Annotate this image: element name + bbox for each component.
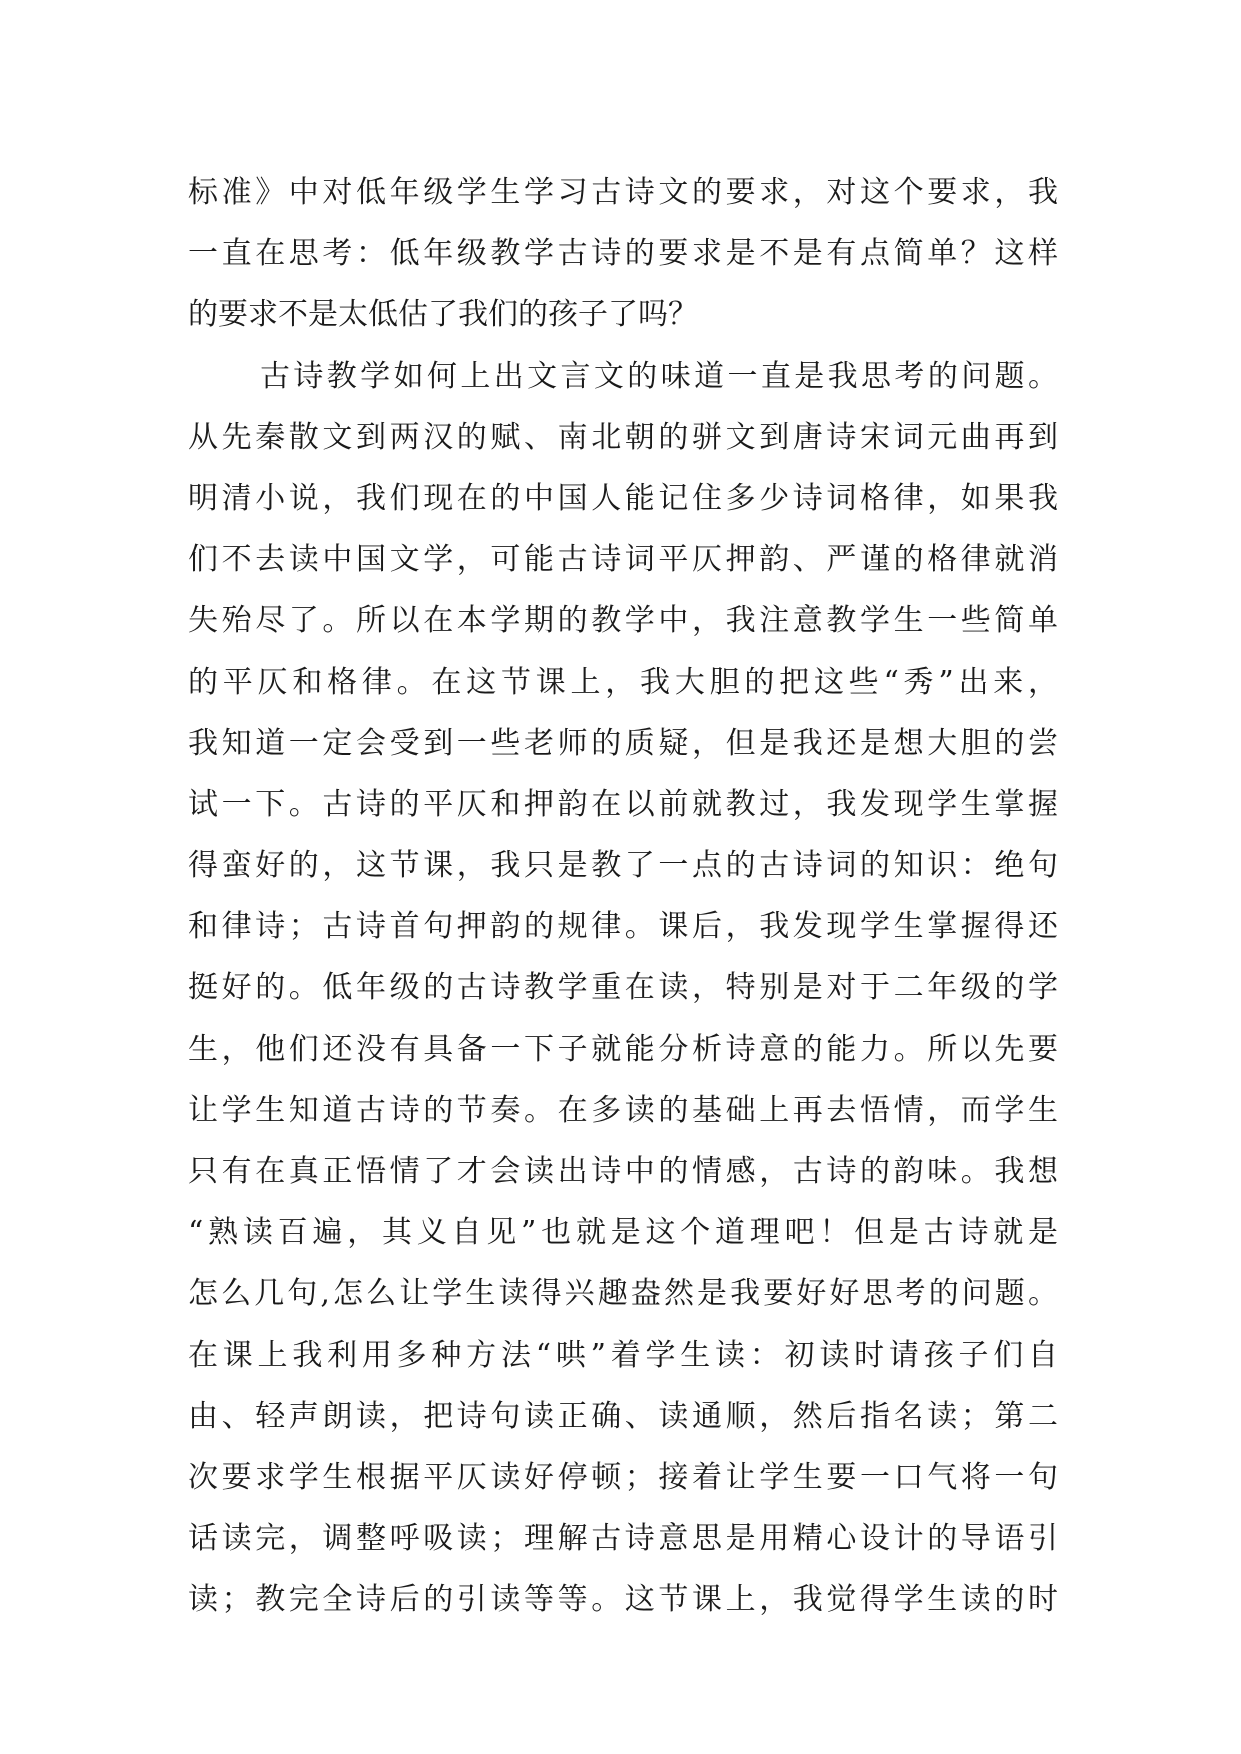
paragraph-first-line: 古诗教学如何上出文言文的味道一直是我思考的问题。 — [260, 358, 1058, 394]
text-line: 从先秦散文到两汉的赋、南北朝的骈文到唐诗宋词元曲再到 — [188, 419, 1058, 455]
text-line: 和律诗；古诗首句押韵的规律。课后，我发现学生掌握得还 — [188, 909, 1058, 945]
text-line: 挺好的。低年级的古诗教学重在读，特别是对于二年级的学 — [188, 970, 1058, 1006]
text-line: 明清小说，我们现在的中国人能记住多少诗词格律，如果我 — [188, 480, 1058, 516]
text-line: 我知道一定会受到一些老师的质疑，但是我还是想大胆的尝 — [188, 725, 1058, 761]
text-line: 得蛮好的，这节课，我只是教了一点的古诗词的知识：绝句 — [188, 848, 1058, 884]
text-line: 们不去读中国文学，可能古诗词平仄押韵、严谨的格律就消 — [188, 542, 1058, 578]
body-text — [188, 162, 1058, 1631]
text-line: 只有在真正悟情了才会读出诗中的情感，古诗的韵味。我想 — [188, 1154, 1058, 1189]
text-line: 次要求学生根据平仄读好停顿；接着让学生要一口气将一句 — [188, 1459, 1058, 1495]
text-line: 的要求不是太低估了我们的孩子了吗？ — [188, 297, 698, 333]
text-line: 话读完，调整呼吸读；理解古诗意思是用精心设计的导语引 — [188, 1521, 1058, 1557]
text-line: 标准》中对低年级学生学习古诗文的要求，对这个要求，我 — [188, 175, 1058, 210]
text-line: “熟读百遍，其义自见”也就是这个道理吧！但是古诗就是 — [188, 1215, 1058, 1251]
text-line: 怎么几句,怎么让学生读得兴趣盎然是我要好好思考的问题。 — [188, 1276, 1058, 1312]
text-line: 生，他们还没有具备一下子就能分析诗意的能力。所以先要 — [188, 1031, 1058, 1067]
text-line: 读；教完全诗后的引读等等。这节课上，我觉得学生读的时 — [188, 1582, 1058, 1618]
text-line: 试一下。古诗的平仄和押韵在以前就教过，我发现学生掌握 — [188, 786, 1058, 822]
text-line: 在课上我利用多种方法“哄”着学生读：初读时请孩子们自 — [188, 1337, 1058, 1373]
text-line: 失殆尽了。所以在本学期的教学中，我注意教学生一些简单 — [188, 603, 1058, 639]
text-line: 让学生知道古诗的节奏。在多读的基础上再去悟情，而学生 — [188, 1092, 1058, 1128]
text-line: 的平仄和格律。在这节课上，我大胆的把这些“秀”出来， — [188, 664, 1058, 700]
text-line: 由、轻声朗读，把诗句读正确、读通顺，然后指名读；第二 — [188, 1398, 1058, 1434]
text-line: 一直在思考：低年级教学古诗的要求是不是有点简单？这样 — [188, 236, 1058, 272]
